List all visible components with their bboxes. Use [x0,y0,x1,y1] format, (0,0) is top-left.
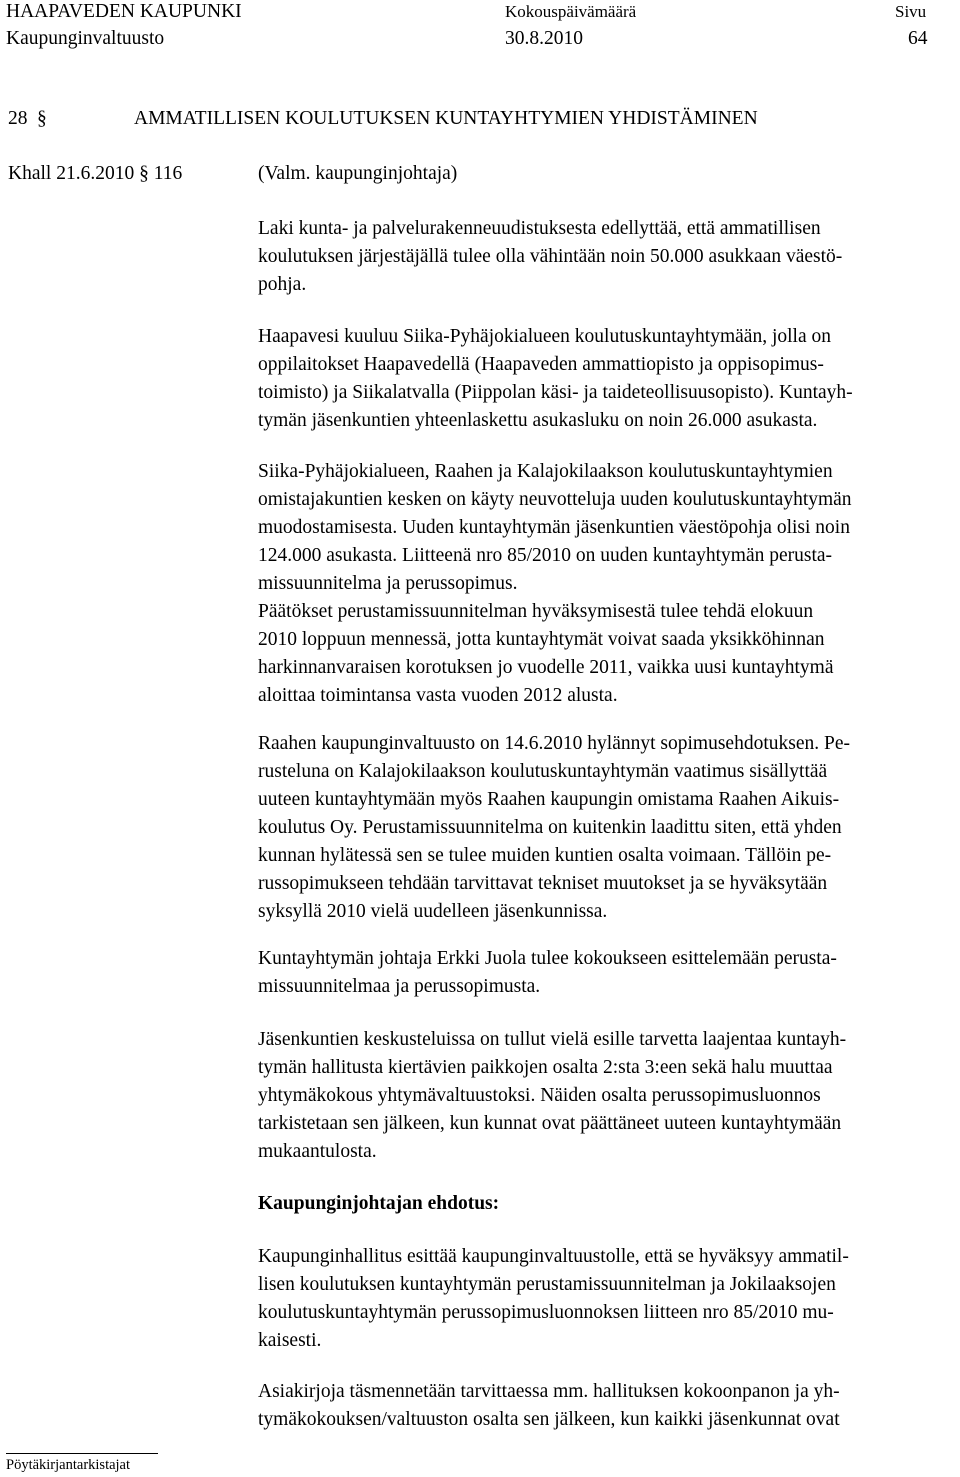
text-line: mukaantulosta. [258,1141,377,1162]
paragraph-membership [258,323,953,435]
text-line: Kaupunginhallitus esittää kaupunginvaltuustolle, että se hyväksyy ammatil- [258,1246,849,1267]
text-line: aloittaa toimintansa vasta vuoden 2012 alusta. [258,685,618,706]
text-line: kaisesti. [258,1330,322,1351]
header-date: 30.8.2010 [505,28,583,49]
text-line: oppilaitokset Haapavedellä (Haapaveden ammattiopisto ja oppisopimus- [258,354,824,375]
text-line: lisen koulutuksen kuntayhtymän perustamissuunnitelman ja Jokilaaksojen [258,1274,836,1295]
text-line: Laki kunta- ja palvelurakenneuudistuksesta edellyttää, että ammatillisen [258,218,821,239]
header-organization: HAAPAVEDEN KAUPUNKI [6,1,242,22]
paragraph-director [258,945,953,1001]
text-line: tarkistetaan sen jälkeen, kun kunnat ovat päättäneet uuteen kuntayhtymään [258,1113,842,1134]
text-line: tymän jäsenkuntien yhteenlaskettu asukasluku on noin 26.000 asukasta. [258,410,818,431]
text-line: tymän hallitusta kiertävien paikkojen osalta 2:sta 3:een sekä halu muuttaa [258,1057,833,1078]
signature-rule [6,1453,158,1454]
text-line: missuunnitelma ja perussopimus. [258,573,518,594]
paragraph-member-discussions [258,1026,953,1166]
header-page-number: 64 [908,28,928,49]
text-line: harkinnanvaraisen korotuksen jo vuodelle 2011, vaikka uusi kuntayhtymä [258,657,834,678]
text-line: Kuntayhtymän johtaja Erkki Juola tulee kokoukseen esittelemään perusta- [258,948,837,969]
text-line: Siika-Pyhäjokialueen, Raahen ja Kalajokilaakson koulutuskuntayhtymien [258,461,833,482]
section-title: AMMATILLISEN KOULUTUKSEN KUNTAYHTYMIEN YHDISTÄMINEN [134,108,758,129]
paragraph-documents [258,1378,953,1434]
signature-label: Pöytäkirjantarkistajat [6,1457,131,1473]
proposal-heading: Kaupunginjohtajan ehdotus: [258,1193,500,1214]
text-line: 124.000 asukasta. Liitteenä nro 85/2010 on uuden kuntayhtymän perusta- [258,545,833,566]
section-reference: Khall 21.6.2010 § 116 [8,163,183,184]
section-preparer: (Valm. kaupunginjohtaja) [258,163,458,184]
paragraph-raahe [258,730,953,926]
text-line: Päätökset perustamissuunnitelman hyväksymisestä tulee tehdä elokuun [258,601,814,622]
text-line: omistajakuntien kesken on käyty neuvotteluja uuden koulutuskuntayhtymän [258,489,852,510]
paragraph-proposal [258,1243,953,1355]
text-line: tymäkokouksen/valtuuston osalta sen jälkeen, kun kaikki jäsenkunnat ovat [258,1409,840,1430]
text-line: uuteen kuntayhtymään myös Raahen kaupungin omistama Raahen Aikuis- [258,789,840,810]
text-line: pohja. [258,274,307,295]
text-line: Asiakirjoja täsmennetään tarvittaessa mm. hallituksen kokoonpanon ja yh- [258,1381,840,1402]
header-body-name: Kaupunginvaltuusto [6,28,165,49]
text-line: yhtymäkokous yhtymävaltuustoksi. Näiden osalta perussopimusluonnos [258,1085,821,1106]
text-line: syksyllä 2010 vielä uudelleen jäsenkunnissa. [258,901,608,922]
text-line: koulutuskuntayhtymän perussopimusluonnoksen liitteen nro 85/2010 mu- [258,1302,834,1323]
text-line: kunnan hylätessä sen se tulee muiden kuntien osalta voimaan. Tällöin pe- [258,845,832,866]
text-line: koulutuksen järjestäjällä tulee olla vähintään noin 50.000 asukkaan väestö- [258,246,843,267]
section-symbol: § [37,108,47,129]
text-line: missuunnitelmaa ja perussopimusta. [258,976,541,997]
header-date-label: Kokouspäivämäärä [505,2,637,21]
header-page-label: Sivu [895,2,927,21]
text-line: toimisto) ja Siikalatvalla (Piippolan käsi- ja taideteollisuusopisto). Kuntayh- [258,382,853,403]
text-line: muodostamisesta. Uuden kuntayhtymän jäsenkuntien väestöpohja olisi noin [258,517,850,538]
paragraph-law [258,215,953,299]
text-line: 2010 loppuun mennessä, jotta kuntayhtymät voivat saada yksikköhinnan [258,629,825,650]
paragraph-negotiations [258,458,953,710]
text-line: Haapavesi kuuluu Siika-Pyhäjokialueen koulutuskuntayhtymään, jolla on [258,326,831,347]
text-line: koulutus Oy. Perustamissuunnitelma on kuitenkin laadittu siten, että yhden [258,817,842,838]
text-line: Jäsenkuntien keskusteluissa on tullut vielä esille tarvetta laajentaa kuntayh- [258,1029,847,1050]
section-number: 28 [8,108,28,129]
text-line: rusteluna on Kalajokilaakson koulutuskuntayhtymän vaatimus sisällyttää [258,761,828,782]
text-line: Raahen kaupunginvaltuusto on 14.6.2010 hylännyt sopimusehdotuksen. Pe- [258,733,850,754]
proposal-heading-block [258,1190,953,1218]
text-line: russopimukseen tehdään tarvittavat tekniset muutokset ja se hyväksytään [258,873,828,894]
